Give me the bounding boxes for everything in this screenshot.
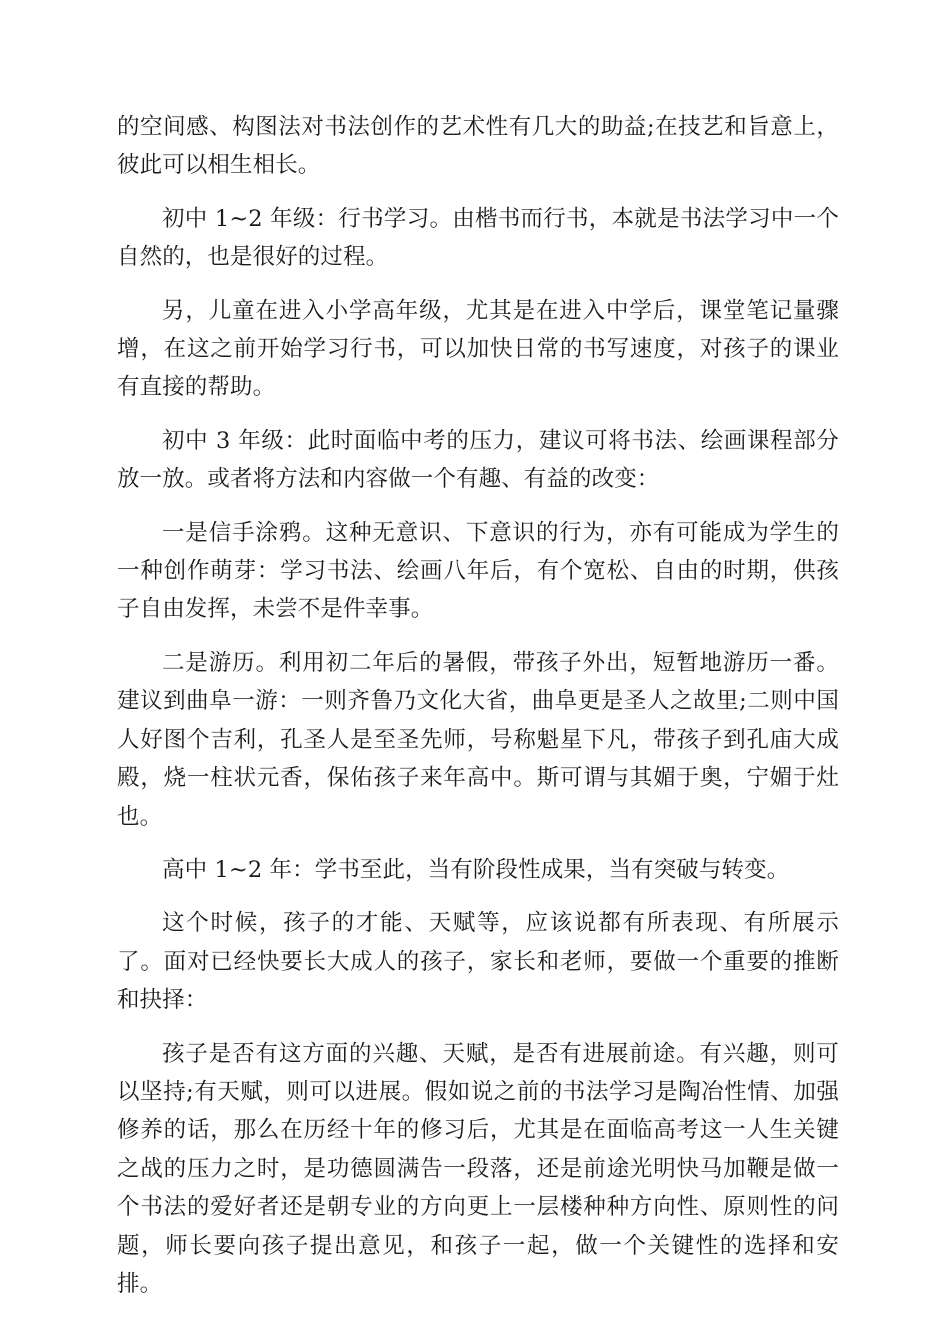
paragraph: 的空间感、构图法对书法创作的艺术性有几大的助益;在技艺和旨意上，彼此可以相生相长。: [117, 114, 839, 179]
paragraph: 高中 1~2 年：学书至此，当有阶段性成果，当有突破与转变。: [162, 856, 790, 883]
paragraph: 孩子是否有这方面的兴趣、天赋，是否有进展前途。有兴趣，则可以坚持;有天赋，则可以进展。假如说之前的书法学习是陶冶性情、加强修养的话，那么在历经十年的修习后，尤其是在面临高考这一人生关键之战的压力之时，是功德圆满告一段落，还是前途光明快马加鞭是做一个书法的爱好者还是朝专业的方向更上一层楼种种方向性、原则性的问题，师长要向孩子提出意见，和孩子一起，做一个关键性的选择和安排。: [117, 1040, 839, 1297]
paragraph: 初中 3 年级：此时面临中考的压力，建议可将书法、绘画课程部分放一放。或者将方法和内容做一个有趣、有益的改变：: [117, 427, 839, 493]
paragraph: 这个时候，孩子的才能、天赋等，应该说都有所表现、有所展示了。面对已经快要长大成人的孩子，家长和老师，要做一个重要的推断和抉择：: [117, 910, 839, 1014]
paragraph: 初中 1~2 年级：行书学习。由楷书而行书，本就是书法学习中一个自然的，也是很好的过程。: [117, 205, 839, 271]
paragraph: 二是游历。利用初二年后的暑假，带孩子外出，短暂地游历一番。建议到曲阜一游：一则齐鲁乃文化大省，曲阜更是圣人之故里;二则中国人好图个吉利，孔圣人是至圣先师，号称魁星下凡，带孩子到孔庙大成殿，烧一柱状元香，保佑孩子来年高中。斯可谓与其媚于奥，宁媚于灶也。: [117, 649, 839, 830]
paragraph: 一是信手涂鸦。这种无意识、下意识的行为，亦有可能成为学生的一种创作萌芽：学习书法、绘画八年后，有个宽松、自由的时期，供孩子自由发挥，未尝不是件幸事。: [117, 519, 839, 623]
paragraph: 另，儿童在进入小学高年级，尤其是在进入中学后，课堂笔记量骤增，在这之前开始学习行书，可以加快日常的书写速度，对孩子的课业有直接的帮助。: [117, 297, 839, 401]
document-body: [117, 108, 839, 1318]
